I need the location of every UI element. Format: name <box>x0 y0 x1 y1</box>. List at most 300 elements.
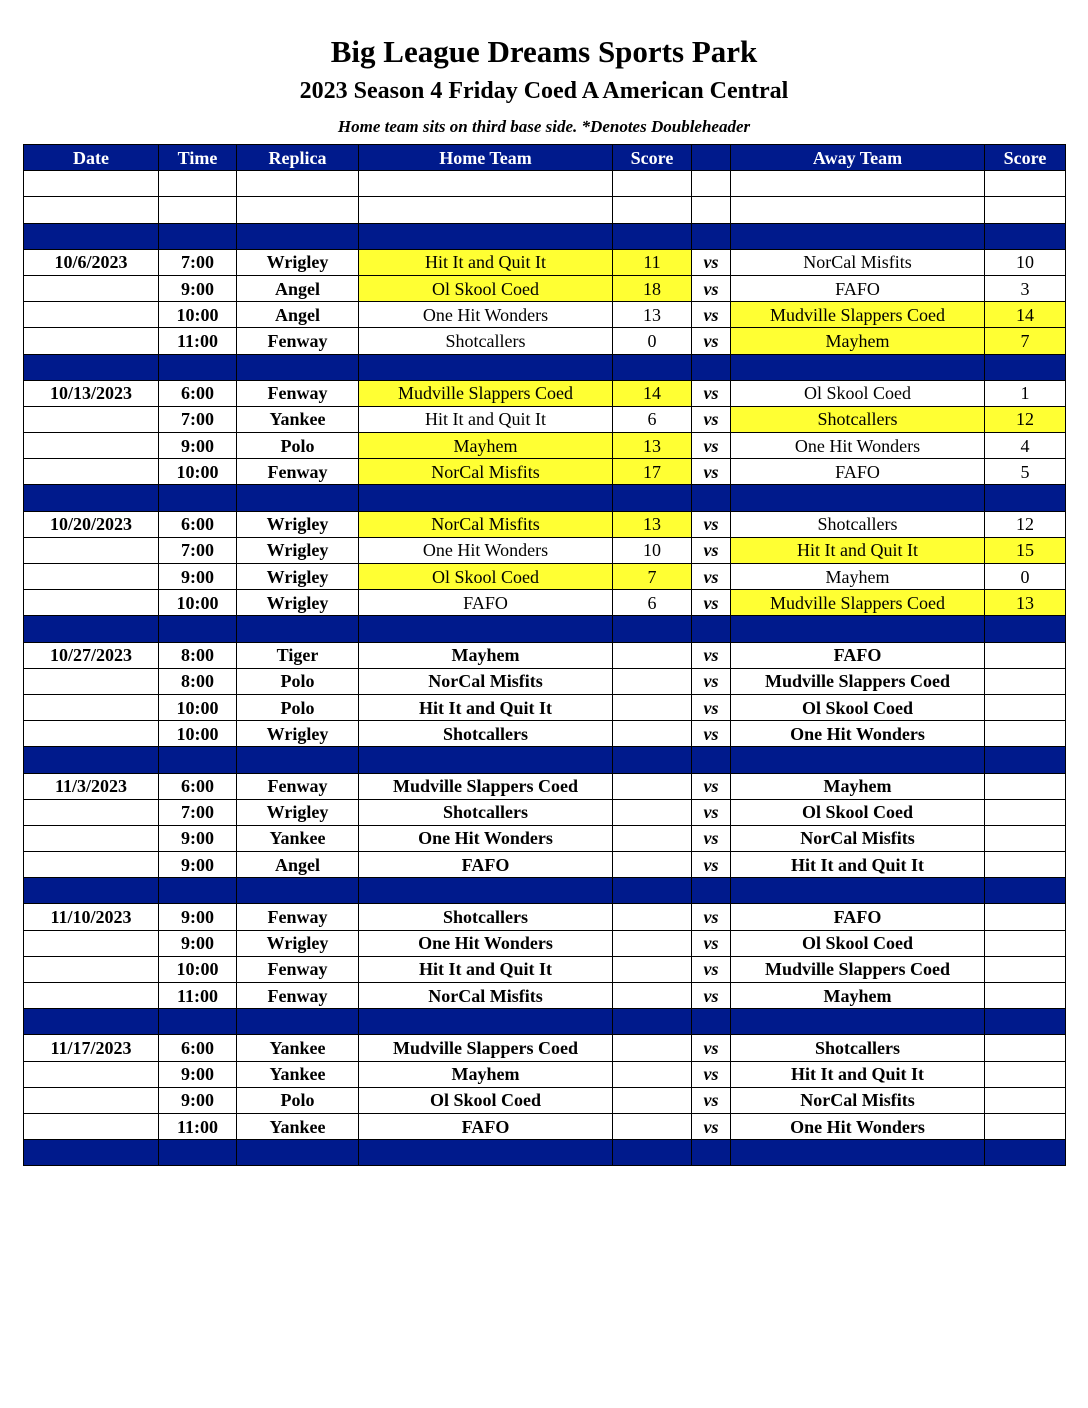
home-score-cell <box>613 773 692 799</box>
away-team-cell: NorCal Misfits <box>731 249 985 275</box>
replica-cell <box>237 197 359 223</box>
away-score-cell <box>985 878 1066 904</box>
date-cell <box>24 328 159 354</box>
date-cell: 11/3/2023 <box>24 773 159 799</box>
home-score-cell <box>613 799 692 825</box>
time-cell: 6:00 <box>159 773 237 799</box>
away-team-cell <box>731 747 985 773</box>
home-score-cell: 13 <box>613 511 692 537</box>
vs-cell: vs <box>692 930 731 956</box>
home-score-cell <box>613 956 692 982</box>
date-cell <box>24 930 159 956</box>
table-row <box>24 537 1066 563</box>
table-row <box>24 956 1066 982</box>
away-team-cell <box>731 485 985 511</box>
replica-cell: Fenway <box>237 380 359 406</box>
table-row <box>24 433 1066 459</box>
replica-cell <box>237 485 359 511</box>
home-score-cell <box>613 930 692 956</box>
home-team-cell: One Hit Wonders <box>359 537 613 563</box>
date-cell <box>24 1140 159 1166</box>
home-score-cell <box>613 721 692 747</box>
replica-cell: Fenway <box>237 459 359 485</box>
away-team-cell: Mudville Slappers Coed <box>731 668 985 694</box>
date-cell <box>24 1061 159 1087</box>
replica-cell: Yankee <box>237 1061 359 1087</box>
replica-cell: Wrigley <box>237 511 359 537</box>
away-score-cell <box>985 694 1066 720</box>
time-cell: 7:00 <box>159 799 237 825</box>
away-team-cell <box>731 616 985 642</box>
separator-row <box>24 354 1066 380</box>
home-score-cell: 11 <box>613 249 692 275</box>
table-row <box>24 1113 1066 1139</box>
home-score-cell <box>613 354 692 380</box>
vs-cell <box>692 354 731 380</box>
away-score-cell <box>985 1061 1066 1087</box>
table-row <box>24 721 1066 747</box>
date-cell: 11/17/2023 <box>24 1035 159 1061</box>
home-team-cell <box>359 354 613 380</box>
vs-cell: vs <box>692 1113 731 1139</box>
time-cell: 9:00 <box>159 275 237 301</box>
vs-cell: vs <box>692 1087 731 1113</box>
vs-cell <box>692 197 731 223</box>
date-cell <box>24 459 159 485</box>
table-row <box>24 459 1066 485</box>
home-team-cell: FAFO <box>359 1113 613 1139</box>
home-team-cell: One Hit Wonders <box>359 302 613 328</box>
column-header-home-score: Score <box>613 145 692 171</box>
replica-cell: Polo <box>237 694 359 720</box>
page-title: Big League Dreams Sports Park <box>330 34 758 69</box>
home-team-cell <box>359 878 613 904</box>
replica-cell: Yankee <box>237 1035 359 1061</box>
column-header-away-score: Score <box>985 145 1066 171</box>
away-score-cell <box>985 197 1066 223</box>
replica-cell: Wrigley <box>237 249 359 275</box>
date-cell <box>24 564 159 590</box>
home-team-cell: FAFO <box>359 852 613 878</box>
home-score-cell <box>613 983 692 1009</box>
away-score-cell <box>985 983 1066 1009</box>
home-score-cell <box>613 878 692 904</box>
away-team-cell: Mayhem <box>731 328 985 354</box>
home-score-cell <box>613 642 692 668</box>
home-score-cell: 6 <box>613 590 692 616</box>
away-team-cell: One Hit Wonders <box>731 433 985 459</box>
column-header-replica: Replica <box>237 145 359 171</box>
date-cell <box>24 223 159 249</box>
vs-cell: vs <box>692 590 731 616</box>
replica-cell: Fenway <box>237 904 359 930</box>
date-cell: 10/27/2023 <box>24 642 159 668</box>
date-cell <box>24 275 159 301</box>
vs-cell: vs <box>692 825 731 851</box>
time-cell: 11:00 <box>159 328 237 354</box>
table-row <box>24 983 1066 1009</box>
date-cell: 10/20/2023 <box>24 511 159 537</box>
schedule-body <box>24 171 1066 1166</box>
vs-cell <box>692 223 731 249</box>
vs-cell: vs <box>692 459 731 485</box>
time-cell <box>159 171 237 197</box>
home-score-cell <box>613 1061 692 1087</box>
home-team-cell: Mudville Slappers Coed <box>359 380 613 406</box>
home-team-cell: Hit It and Quit It <box>359 249 613 275</box>
time-cell: 7:00 <box>159 406 237 432</box>
replica-cell <box>237 1009 359 1035</box>
away-score-cell: 7 <box>985 328 1066 354</box>
away-team-cell: Mayhem <box>731 983 985 1009</box>
replica-cell <box>237 747 359 773</box>
table-row <box>24 668 1066 694</box>
away-team-cell: Mudville Slappers Coed <box>731 956 985 982</box>
table-row <box>24 1061 1066 1087</box>
home-team-cell <box>359 1140 613 1166</box>
home-score-cell: 10 <box>613 537 692 563</box>
replica-cell <box>237 354 359 380</box>
home-score-cell <box>613 904 692 930</box>
home-team-cell <box>359 197 613 223</box>
date-cell <box>24 1113 159 1139</box>
away-score-cell <box>985 1035 1066 1061</box>
date-cell <box>24 616 159 642</box>
table-header-row <box>24 145 1066 171</box>
date-cell: 10/13/2023 <box>24 380 159 406</box>
date-cell <box>24 825 159 851</box>
home-team-cell: NorCal Misfits <box>359 511 613 537</box>
away-score-cell <box>985 354 1066 380</box>
time-cell: 6:00 <box>159 1035 237 1061</box>
away-team-cell <box>731 223 985 249</box>
away-score-cell: 4 <box>985 433 1066 459</box>
date-cell <box>24 354 159 380</box>
home-team-cell: Shotcallers <box>359 799 613 825</box>
table-row <box>24 1035 1066 1061</box>
replica-cell: Wrigley <box>237 930 359 956</box>
home-score-cell: 13 <box>613 302 692 328</box>
replica-cell: Angel <box>237 275 359 301</box>
home-team-cell: One Hit Wonders <box>359 930 613 956</box>
home-score-cell <box>613 1009 692 1035</box>
replica-cell: Wrigley <box>237 537 359 563</box>
home-score-cell <box>613 171 692 197</box>
home-score-cell <box>613 1087 692 1113</box>
time-cell <box>159 485 237 511</box>
away-score-cell: 0 <box>985 564 1066 590</box>
away-team-cell: NorCal Misfits <box>731 1087 985 1113</box>
table-row <box>24 1087 1066 1113</box>
home-score-cell <box>613 694 692 720</box>
replica-cell: Polo <box>237 668 359 694</box>
date-cell <box>24 1009 159 1035</box>
vs-cell: vs <box>692 1035 731 1061</box>
time-cell: 9:00 <box>159 930 237 956</box>
vs-cell: vs <box>692 956 731 982</box>
time-cell <box>159 223 237 249</box>
away-score-cell <box>985 1140 1066 1166</box>
replica-cell: Yankee <box>237 825 359 851</box>
away-team-cell: Mayhem <box>731 564 985 590</box>
home-score-cell <box>613 1113 692 1139</box>
away-team-cell: FAFO <box>731 904 985 930</box>
vs-cell: vs <box>692 721 731 747</box>
table-row <box>24 406 1066 432</box>
table-row <box>24 564 1066 590</box>
home-team-cell <box>359 485 613 511</box>
vs-cell: vs <box>692 904 731 930</box>
time-cell: 9:00 <box>159 433 237 459</box>
home-team-cell: Hit It and Quit It <box>359 956 613 982</box>
time-cell: 9:00 <box>159 564 237 590</box>
away-score-cell <box>985 721 1066 747</box>
away-team-cell: Ol Skool Coed <box>731 694 985 720</box>
date-cell <box>24 983 159 1009</box>
home-score-cell: 6 <box>613 406 692 432</box>
home-team-cell <box>359 616 613 642</box>
home-score-cell <box>613 852 692 878</box>
away-team-cell: NorCal Misfits <box>731 825 985 851</box>
away-score-cell: 1 <box>985 380 1066 406</box>
home-score-cell <box>613 1140 692 1166</box>
vs-cell <box>692 747 731 773</box>
column-header-date: Date <box>24 145 159 171</box>
away-team-cell: Ol Skool Coed <box>731 380 985 406</box>
away-score-cell: 15 <box>985 537 1066 563</box>
home-team-cell: NorCal Misfits <box>359 459 613 485</box>
away-team-cell <box>731 1009 985 1035</box>
away-score-cell <box>985 773 1066 799</box>
column-header-away-team: Away Team <box>731 145 985 171</box>
away-team-cell: FAFO <box>731 275 985 301</box>
time-cell: 10:00 <box>159 302 237 328</box>
away-score-cell <box>985 930 1066 956</box>
vs-cell: vs <box>692 406 731 432</box>
away-score-cell: 13 <box>985 590 1066 616</box>
away-score-cell <box>985 223 1066 249</box>
home-team-cell: Ol Skool Coed <box>359 1087 613 1113</box>
vs-cell <box>692 1009 731 1035</box>
away-team-cell: Shotcallers <box>731 1035 985 1061</box>
home-score-cell <box>613 197 692 223</box>
page-subtitle: 2023 Season 4 Friday Coed A American Central <box>299 78 789 104</box>
vs-cell: vs <box>692 511 731 537</box>
away-score-cell <box>985 485 1066 511</box>
date-cell <box>24 852 159 878</box>
time-cell: 9:00 <box>159 1087 237 1113</box>
blank-row <box>24 197 1066 223</box>
home-team-cell: Mayhem <box>359 1061 613 1087</box>
home-score-cell: 7 <box>613 564 692 590</box>
time-cell: 9:00 <box>159 852 237 878</box>
time-cell: 10:00 <box>159 590 237 616</box>
away-score-cell <box>985 799 1066 825</box>
away-team-cell <box>731 1140 985 1166</box>
time-cell <box>159 197 237 223</box>
time-cell: 9:00 <box>159 904 237 930</box>
table-row <box>24 642 1066 668</box>
replica-cell: Angel <box>237 852 359 878</box>
home-score-cell: 13 <box>613 433 692 459</box>
away-score-cell: 10 <box>985 249 1066 275</box>
home-team-cell: Mayhem <box>359 642 613 668</box>
vs-cell: vs <box>692 564 731 590</box>
time-cell: 9:00 <box>159 1061 237 1087</box>
time-cell: 10:00 <box>159 721 237 747</box>
home-score-cell: 18 <box>613 275 692 301</box>
vs-cell <box>692 1140 731 1166</box>
home-team-cell: One Hit Wonders <box>359 825 613 851</box>
blank-row <box>24 171 1066 197</box>
table-row <box>24 694 1066 720</box>
date-cell: 11/10/2023 <box>24 904 159 930</box>
replica-cell <box>237 171 359 197</box>
away-team-cell: One Hit Wonders <box>731 721 985 747</box>
away-score-cell <box>985 825 1066 851</box>
home-score-cell <box>613 668 692 694</box>
away-team-cell: Hit It and Quit It <box>731 852 985 878</box>
replica-cell: Wrigley <box>237 721 359 747</box>
away-score-cell <box>985 1009 1066 1035</box>
home-team-cell: NorCal Misfits <box>359 668 613 694</box>
date-cell <box>24 668 159 694</box>
time-cell: 11:00 <box>159 983 237 1009</box>
vs-cell: vs <box>692 799 731 825</box>
away-score-cell <box>985 668 1066 694</box>
vs-cell <box>692 171 731 197</box>
vs-cell: vs <box>692 433 731 459</box>
vs-cell: vs <box>692 302 731 328</box>
time-cell: 8:00 <box>159 642 237 668</box>
home-team-cell <box>359 171 613 197</box>
replica-cell <box>237 878 359 904</box>
away-team-cell: Mudville Slappers Coed <box>731 302 985 328</box>
home-team-cell <box>359 747 613 773</box>
away-score-cell <box>985 1113 1066 1139</box>
date-cell <box>24 721 159 747</box>
replica-cell: Tiger <box>237 642 359 668</box>
away-team-cell: Ol Skool Coed <box>731 799 985 825</box>
time-cell <box>159 1140 237 1166</box>
time-cell: 7:00 <box>159 249 237 275</box>
separator-row <box>24 747 1066 773</box>
away-score-cell: 14 <box>985 302 1066 328</box>
time-cell: 6:00 <box>159 380 237 406</box>
replica-cell: Yankee <box>237 1113 359 1139</box>
date-cell <box>24 537 159 563</box>
replica-cell <box>237 1140 359 1166</box>
away-team-cell: Mayhem <box>731 773 985 799</box>
home-team-cell: Hit It and Quit It <box>359 406 613 432</box>
time-cell: 11:00 <box>159 1113 237 1139</box>
vs-cell: vs <box>692 773 731 799</box>
vs-cell <box>692 878 731 904</box>
away-score-cell <box>985 616 1066 642</box>
date-cell <box>24 485 159 511</box>
home-team-cell <box>359 223 613 249</box>
away-score-cell <box>985 904 1066 930</box>
replica-cell: Fenway <box>237 328 359 354</box>
vs-cell: vs <box>692 249 731 275</box>
vs-cell: vs <box>692 380 731 406</box>
home-team-cell: Mudville Slappers Coed <box>359 773 613 799</box>
date-cell <box>24 799 159 825</box>
table-row <box>24 590 1066 616</box>
table-row <box>24 380 1066 406</box>
home-team-cell: Shotcallers <box>359 904 613 930</box>
table-row <box>24 852 1066 878</box>
time-cell: 8:00 <box>159 668 237 694</box>
away-team-cell: FAFO <box>731 459 985 485</box>
away-score-cell: 12 <box>985 511 1066 537</box>
home-score-cell: 0 <box>613 328 692 354</box>
away-team-cell: Shotcallers <box>731 406 985 432</box>
away-team-cell: Hit It and Quit It <box>731 1061 985 1087</box>
home-team-cell: Shotcallers <box>359 721 613 747</box>
away-score-cell: 5 <box>985 459 1066 485</box>
vs-cell <box>692 485 731 511</box>
time-cell: 9:00 <box>159 825 237 851</box>
away-team-cell: Hit It and Quit It <box>731 537 985 563</box>
table-row <box>24 249 1066 275</box>
table-row <box>24 904 1066 930</box>
date-cell <box>24 406 159 432</box>
away-score-cell: 3 <box>985 275 1066 301</box>
away-score-cell <box>985 747 1066 773</box>
replica-cell <box>237 223 359 249</box>
vs-cell: vs <box>692 983 731 1009</box>
date-cell <box>24 302 159 328</box>
table-row <box>24 302 1066 328</box>
table-row <box>24 773 1066 799</box>
home-score-cell <box>613 485 692 511</box>
away-team-cell: Mudville Slappers Coed <box>731 590 985 616</box>
separator-row <box>24 485 1066 511</box>
separator-row <box>24 223 1066 249</box>
date-cell <box>24 956 159 982</box>
time-cell <box>159 878 237 904</box>
vs-cell: vs <box>692 275 731 301</box>
date-cell <box>24 694 159 720</box>
replica-cell: Yankee <box>237 406 359 432</box>
time-cell: 7:00 <box>159 537 237 563</box>
replica-cell: Wrigley <box>237 590 359 616</box>
schedule-table <box>23 144 1066 1166</box>
vs-cell: vs <box>692 694 731 720</box>
replica-cell: Angel <box>237 302 359 328</box>
time-cell <box>159 747 237 773</box>
time-cell: 10:00 <box>159 956 237 982</box>
replica-cell <box>237 616 359 642</box>
away-team-cell: Shotcallers <box>731 511 985 537</box>
home-team-cell: NorCal Misfits <box>359 983 613 1009</box>
replica-cell: Fenway <box>237 773 359 799</box>
date-cell <box>24 590 159 616</box>
time-cell <box>159 1009 237 1035</box>
away-score-cell <box>985 852 1066 878</box>
replica-cell: Fenway <box>237 983 359 1009</box>
column-header-vs <box>692 145 731 171</box>
separator-row <box>24 616 1066 642</box>
home-score-cell <box>613 616 692 642</box>
date-cell <box>24 433 159 459</box>
home-team-cell: Hit It and Quit It <box>359 694 613 720</box>
home-team-cell: Ol Skool Coed <box>359 275 613 301</box>
home-team-cell: Mudville Slappers Coed <box>359 1035 613 1061</box>
vs-cell: vs <box>692 537 731 563</box>
schedule-note: Home team sits on third base side. *Denotes Doubleheader <box>337 117 751 136</box>
